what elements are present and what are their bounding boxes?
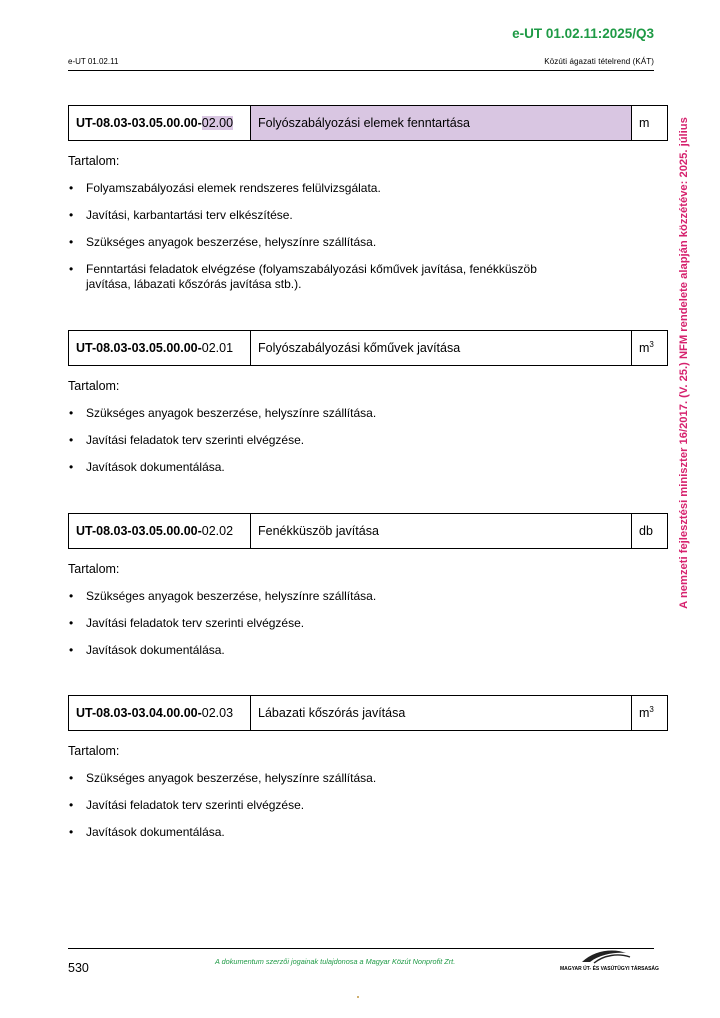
side-publication-note-text: A nemzeti fejlesztési miniszter 16/2017. (V. 25.) NFM rendelete alapján közzétéve: 2025. július (678, 117, 690, 609)
list-item: • Javítási feladatok terv szerinti elvégzése. (68, 798, 538, 813)
item-unit-cell (632, 514, 668, 549)
item-header-table (68, 330, 668, 366)
item-code-base: UT-08.03-03.05.00.00- (76, 116, 202, 130)
list-item: • Javítások dokumentálása. (68, 460, 538, 475)
item-code-base: UT-08.03-03.05.00.00- (76, 341, 202, 355)
header-right-title: Közúti ágazati tételrend (KÁT) (544, 57, 654, 66)
item-name-cell: Folyószabályozási kőművek javítása (251, 331, 632, 366)
item-code-suffix: 02.01 (201, 341, 234, 355)
list-item: • Javítási, karbantartási terv elkészítése. (68, 208, 538, 223)
content-bullet-list (68, 181, 538, 304)
item-unit-exponent: 3 (649, 340, 654, 350)
item-code-cell (69, 514, 251, 549)
item-unit: db (639, 524, 653, 539)
list-item: • Javítások dokumentálása. (68, 643, 538, 658)
tartalom-label: Tartalom: (68, 154, 120, 168)
header-left-code: e-UT 01.02.11 (68, 57, 119, 66)
tartalom-label: Tartalom: (68, 379, 120, 393)
list-item: • Javítások dokumentálása. (68, 825, 538, 840)
item-code-suffix: 02.02 (201, 524, 234, 538)
tartalom-label: Tartalom: (68, 562, 120, 576)
item-name-cell: Folyószabályozási elemek fenntartása (251, 106, 632, 141)
tartalom-label: Tartalom: (68, 744, 120, 758)
side-publication-note (674, 96, 694, 630)
item-name-cell: Fenékküszöb javítása (251, 514, 632, 549)
list-item: • Szükséges anyagok beszerzése, helyszínre szállítása. (68, 771, 538, 786)
header-divider (68, 70, 654, 71)
item-header-table (68, 513, 668, 549)
item-code-base: UT-08.03-03.05.00.00- (76, 524, 202, 538)
item-unit-exponent: 3 (649, 705, 654, 715)
list-item: • Javítási feladatok terv szerinti elvégzése. (68, 616, 538, 631)
list-item: • Folyamszabályozási elemek rendszeres felülvizsgálata. (68, 181, 538, 196)
item-code-cell (69, 106, 251, 141)
list-item: • Javítási feladatok terv szerinti elvégzése. (68, 433, 538, 448)
logo-text: MAGYAR ÚT- ÉS VASÚTÜGYI TÁRSASÁG (560, 966, 659, 972)
item-code-cell (69, 696, 251, 731)
item-code-suffix: 02.03 (201, 706, 234, 720)
item-unit: m (639, 116, 650, 131)
footer-copyright: A dokumentum szerzői jogainak tulajdonosa a Magyar Közút Nonprofit Zrt. (215, 957, 456, 966)
item-unit-cell (632, 106, 668, 141)
logo-mark-icon (560, 948, 656, 964)
list-item: • Szükséges anyagok beszerzése, helyszínre szállítása. (68, 589, 538, 604)
list-item: • Szükséges anyagok beszerzése, helyszínre szállítása. (68, 235, 538, 250)
item-unit: m (639, 706, 650, 721)
content-bullet-list (68, 771, 538, 852)
company-logo (560, 948, 659, 972)
document-code: e-UT 01.02.11:2025/Q3 (512, 26, 654, 41)
list-item: • Szükséges anyagok beszerzése, helyszínre szállítása. (68, 406, 538, 421)
item-header-table (68, 695, 668, 731)
item-code-suffix: 02.00 (201, 116, 234, 130)
item-code-cell (69, 331, 251, 366)
scan-dot (357, 996, 359, 998)
item-unit-cell (632, 696, 668, 731)
content-bullet-list (68, 406, 538, 487)
item-code-base: UT-08.03-03.04.00.00- (76, 706, 202, 720)
list-item: • Fenntartási feladatok elvégzése (folyamszabályozási kőművek javítása, fenékküszöb javítása, lábazati kőszórás javítása stb.). (68, 262, 538, 291)
item-unit: m (639, 341, 650, 356)
item-name-cell: Lábazati kőszórás javítása (251, 696, 632, 731)
item-header-table (68, 105, 668, 141)
content-bullet-list (68, 589, 538, 670)
item-unit-cell (632, 331, 668, 366)
page-number: 530 (68, 961, 89, 975)
